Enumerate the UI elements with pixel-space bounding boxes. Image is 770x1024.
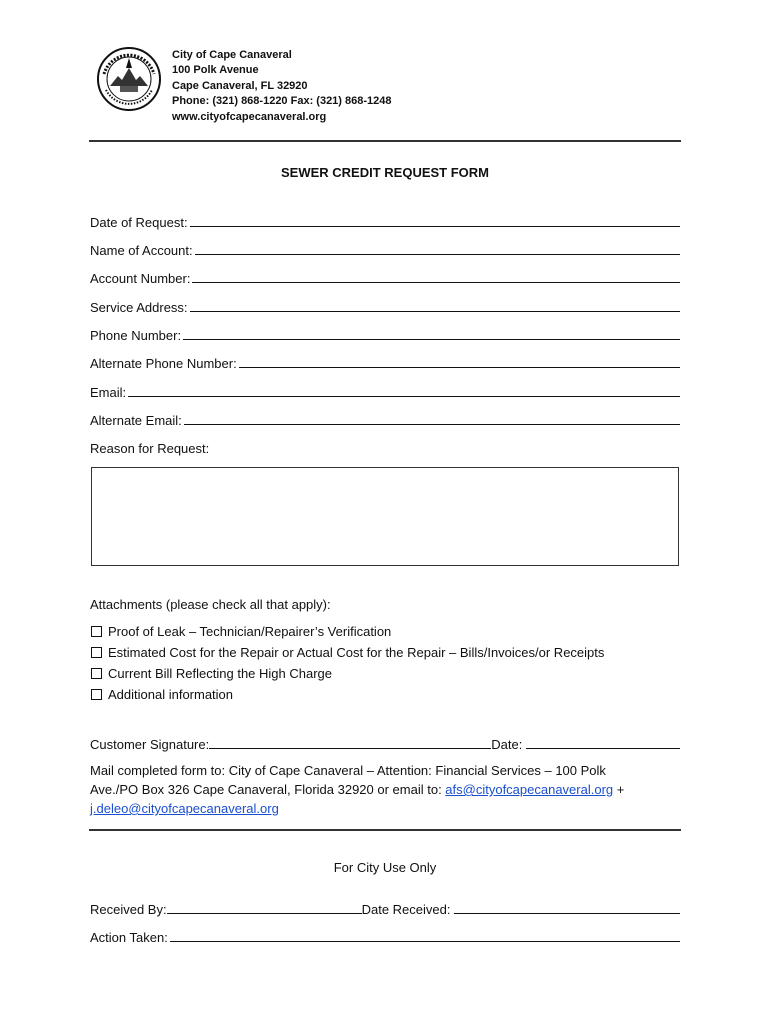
jdeleo-email-link[interactable]: j.deleo@cityofcapecanaveral.org: [90, 801, 279, 816]
field-label: Name of Account:: [90, 243, 193, 258]
mail-instructions: [90, 761, 682, 818]
attachment-estimated-cost[interactable]: [91, 645, 604, 660]
alternate-phone-input-line[interactable]: [239, 355, 680, 368]
afs-email-link[interactable]: afs@cityofcapecanaveral.org: [445, 782, 614, 797]
customer-signature-label: Customer Signature:: [90, 737, 210, 752]
checkbox-label: Additional information: [108, 687, 234, 702]
field-label: Alternate Email:: [90, 413, 182, 428]
checkbox[interactable]: [91, 689, 102, 700]
city-seal-icon: [96, 46, 162, 112]
website: www.cityofcapecanaveral.org: [172, 110, 327, 123]
received-by-line[interactable]: [167, 901, 362, 914]
alternate-email-input-line[interactable]: [184, 412, 680, 425]
field-label: Date of Request:: [90, 215, 188, 230]
received-row: [90, 899, 680, 917]
attachment-additional-info[interactable]: [91, 687, 233, 702]
email-input-line[interactable]: [128, 384, 680, 397]
city-use-title: For City Use Only: [333, 860, 437, 875]
alternate-phone-field[interactable]: [90, 353, 680, 371]
account-number-input-line[interactable]: [192, 270, 680, 283]
date-received-line[interactable]: [454, 901, 680, 914]
customer-signature-line[interactable]: [209, 736, 491, 749]
phone-number-field[interactable]: [90, 325, 680, 343]
header-divider: [89, 140, 681, 142]
checkbox[interactable]: [91, 626, 102, 637]
account-number-field[interactable]: [90, 268, 680, 286]
name-of-account-input-line[interactable]: [195, 242, 680, 255]
street-address: 100 Polk Avenue: [172, 64, 259, 77]
date-received-label: Date Received:: [361, 902, 451, 917]
name-of-account-field[interactable]: [90, 240, 680, 258]
checkbox-label: Current Bill Reflecting the High Charge: [108, 666, 332, 681]
mail-text-line2: Ave./PO Box 326 Cape Canaveral, Florida 32920 or email to:: [90, 782, 446, 797]
received-by-label: Received By:: [90, 902, 167, 917]
attachment-proof-of-leak[interactable]: [91, 624, 391, 639]
phone-fax: Phone: (321) 868-1220 Fax: (321) 868-1248: [172, 95, 392, 108]
field-label: Service Address:: [90, 300, 188, 315]
attachment-current-bill[interactable]: [91, 666, 332, 681]
city-address-block: [172, 48, 392, 125]
checkbox[interactable]: [91, 668, 102, 679]
field-label: Email:: [90, 385, 127, 400]
reason-textarea[interactable]: [91, 467, 679, 566]
signature-date-line[interactable]: [526, 736, 680, 749]
field-label: Phone Number:: [90, 328, 182, 343]
signature-row: [90, 734, 680, 752]
date-label: Date:: [491, 737, 523, 752]
city-name: City of Cape Canaveral: [172, 49, 292, 61]
date-of-request-input-line[interactable]: [190, 214, 680, 227]
action-taken-label: Action Taken:: [90, 930, 168, 945]
date-of-request-field[interactable]: [90, 212, 680, 230]
city-state-zip: Cape Canaveral, FL 32920: [172, 79, 308, 92]
action-taken-line[interactable]: [170, 929, 680, 942]
checkbox-label: Proof of Leak – Technician/Repairer’s Verification: [108, 624, 392, 639]
alternate-email-field[interactable]: [90, 410, 680, 428]
action-taken-field[interactable]: [90, 927, 680, 945]
field-label: Account Number:: [90, 271, 191, 286]
phone-number-input-line[interactable]: [183, 327, 680, 340]
attachments-title: Attachments (please check all that apply):: [90, 597, 331, 612]
plus-sign: +: [613, 782, 625, 797]
checkbox-label: Estimated Cost for the Repair or Actual Cost for the Repair – Bills/Invoices/or Receipts: [108, 645, 605, 660]
reason-label: Reason for Request:: [90, 441, 210, 456]
checkbox[interactable]: [91, 647, 102, 658]
email-field[interactable]: [90, 382, 680, 400]
service-address-input-line[interactable]: [190, 299, 680, 312]
mail-text-line1: Mail completed form to: City of Cape Canaveral – Attention: Financial Services – 100 Polk: [90, 763, 606, 778]
field-label: Alternate Phone Number:: [90, 356, 237, 371]
form-title: SEWER CREDIT REQUEST FORM: [280, 165, 489, 180]
city-use-divider: [89, 829, 681, 831]
service-address-field[interactable]: [90, 297, 680, 315]
